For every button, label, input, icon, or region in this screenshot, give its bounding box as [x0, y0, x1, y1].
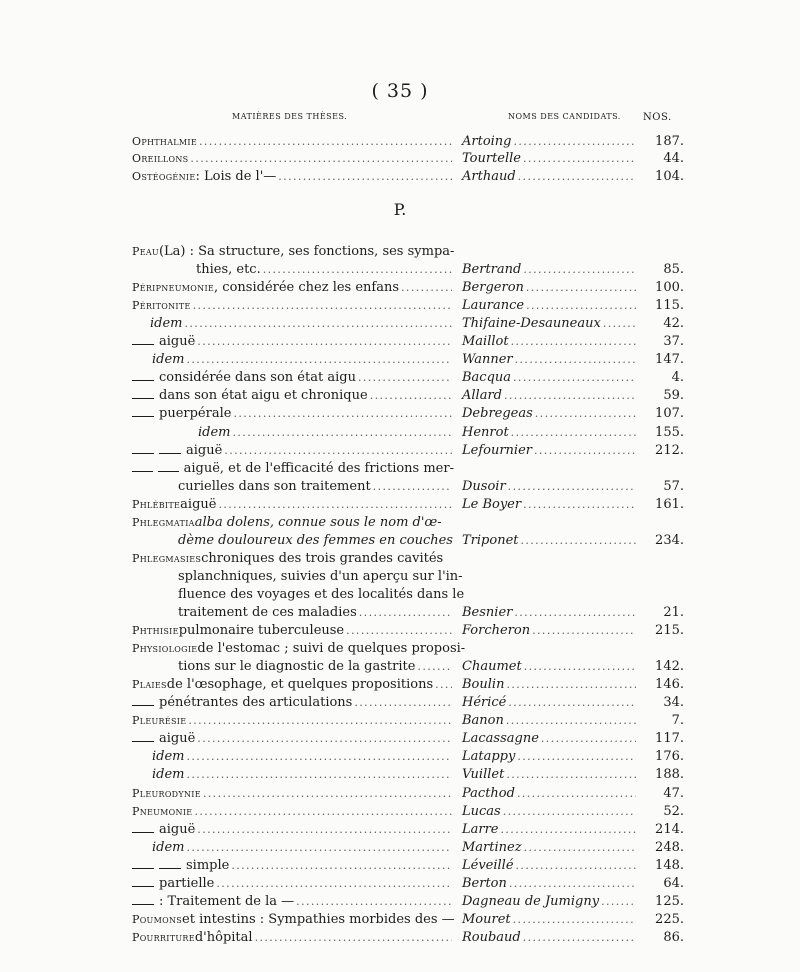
leader-dots: [526, 297, 636, 314]
entry-text: aiguë: [180, 497, 217, 512]
entry-keyword: Plaies: [132, 678, 167, 691]
leader-dots: [216, 875, 452, 892]
entry-text: idem: [152, 840, 185, 855]
leader-dots: [601, 893, 636, 910]
candidate-label: Berton: [462, 876, 507, 891]
entry-subject: [132, 712, 454, 729]
leader-dots: [523, 261, 636, 278]
entry-text: chroniques des trois grandes cavités: [201, 551, 444, 566]
entry-subject: [132, 279, 454, 296]
candidate-label: Bacqua: [462, 370, 512, 385]
ditto-dash: [132, 471, 153, 472]
leader-dots: [199, 133, 452, 150]
entry-keyword: Oreillons: [132, 152, 189, 165]
entry-subject: [132, 730, 454, 747]
leader-dots: [516, 857, 636, 874]
entry-text: de l'estomac ; suivi de quelques proposi-: [197, 641, 466, 656]
entry-subject: [178, 658, 454, 675]
thesis-number: 176.: [655, 749, 684, 764]
entry-text: de l'œsophage, et quelques propositions: [166, 677, 434, 692]
ditto-dash: [132, 832, 154, 833]
leader-dots: [187, 839, 453, 856]
candidate-label: Henrot: [462, 425, 509, 440]
entry-subject: [132, 785, 454, 802]
leader-dots: [541, 730, 636, 747]
entry-keyword: Pleurésie: [132, 714, 187, 727]
leader-dots: [370, 387, 452, 404]
thesis-number: 188.: [655, 767, 684, 782]
entry-subject: [132, 297, 454, 314]
leader-dots: [417, 658, 452, 675]
thesis-number: 155.: [655, 425, 684, 440]
leader-dots: [506, 766, 636, 783]
candidate-label: Chaumet: [462, 659, 522, 674]
candidate-name: [462, 279, 638, 296]
ditto-dash: [132, 453, 154, 454]
ditto-dash: [132, 904, 154, 905]
entry-keyword: Ophthalmie: [132, 135, 197, 148]
candidate-label: Lefournier: [462, 443, 532, 458]
candidate-name: [462, 875, 638, 892]
leader-dots: [296, 893, 452, 910]
leader-dots: [524, 658, 636, 675]
ditto-dash: [159, 868, 181, 869]
leader-dots: [358, 369, 452, 386]
entry-keyword: Phthisie: [132, 624, 179, 637]
candidate-label: Mouret: [462, 912, 511, 927]
entry-subject: [132, 387, 454, 404]
leader-dots: [511, 424, 636, 441]
entry-keyword: Phlegmatia: [132, 516, 195, 529]
entry-subject: [132, 911, 454, 928]
thesis-number: 248.: [655, 840, 684, 855]
section-letter: P.: [393, 200, 407, 219]
entry-subject: [152, 748, 454, 765]
entry-text: dans son état aigu et chronique: [159, 388, 368, 403]
entry-text: et intestins : Sympathies morbides des —: [182, 912, 455, 927]
ditto-dash: [132, 398, 154, 399]
thesis-number: 47.: [663, 786, 684, 801]
candidate-label: Larre: [462, 822, 499, 837]
thesis-number: 37.: [663, 334, 684, 349]
entry-subject: [132, 405, 454, 422]
candidate-name: [462, 748, 638, 765]
candidate-name: [462, 694, 638, 711]
leader-dots: [187, 748, 453, 765]
thesis-number: 86.: [663, 930, 684, 945]
ditto-dash: [132, 705, 154, 706]
candidate-label: Tourtelle: [462, 151, 522, 166]
entry-text: : Traitement de la —: [159, 894, 295, 909]
entry-keyword: Pourriture: [132, 931, 195, 944]
leader-dots: [188, 712, 452, 729]
leader-dots: [197, 821, 452, 838]
entry-subject: [178, 568, 463, 585]
entry-text: pulmonaire tuberculeuse: [178, 623, 345, 638]
candidate-label: Thifaine-Desauneaux: [462, 316, 601, 331]
candidate-name: [462, 150, 638, 167]
leader-dots: [514, 133, 636, 150]
thesis-number: 214.: [655, 822, 684, 837]
leader-dots: [518, 168, 636, 185]
candidate-label: Lacassagne: [462, 731, 539, 746]
candidate-name: [462, 405, 638, 422]
candidate-name: [462, 496, 638, 513]
candidate-label: Besnier: [462, 605, 513, 620]
candidate-name: [462, 911, 638, 928]
entry-subject: [198, 424, 454, 441]
leader-dots: [187, 351, 453, 368]
thesis-number: 64.: [663, 876, 684, 891]
thesis-number: 212.: [655, 443, 684, 458]
candidate-label: Wanner: [462, 352, 513, 367]
entry-subject: [178, 586, 465, 603]
entry-text: idem: [150, 316, 183, 331]
thesis-number: 115.: [655, 298, 684, 313]
thesis-number: 125.: [655, 894, 684, 909]
ditto-dash: [132, 380, 154, 381]
candidate-label: Héricé: [462, 695, 507, 710]
candidate-label: Arthaud: [462, 169, 516, 184]
entry-text: aiguë: [159, 334, 196, 349]
entry-subject: [132, 622, 454, 639]
entry-subject: [132, 857, 454, 874]
ditto-dash: [132, 741, 154, 742]
candidate-name: [462, 857, 638, 874]
leader-dots: [359, 604, 452, 621]
entry-keyword: Péripneumonie: [132, 281, 215, 294]
thesis-number: 52.: [663, 804, 684, 819]
entry-text: thies, etc.: [196, 262, 261, 277]
entry-subject: [132, 168, 454, 185]
leader-dots: [504, 387, 636, 404]
entry-text: idem: [152, 767, 185, 782]
leader-dots: [401, 279, 452, 296]
leader-dots: [218, 496, 452, 513]
ditto-dash: [158, 471, 179, 472]
entry-text: puerpérale: [159, 406, 232, 421]
entry-subject: [132, 640, 466, 657]
entry-keyword: Ostéogénie: [132, 170, 196, 183]
candidate-label: Boulin: [462, 677, 505, 692]
leader-dots: [509, 875, 636, 892]
thesis-number: 4.: [671, 370, 684, 385]
entry-subject: [132, 803, 454, 820]
candidate-label: Pacthod: [462, 786, 515, 801]
ditto-dash: [132, 868, 154, 869]
candidate-name: [462, 133, 638, 150]
candidate-name: [462, 604, 638, 621]
leader-dots: [523, 929, 636, 946]
entry-text: splanchniques, suivies d'un aperçu sur l'in-: [178, 569, 463, 584]
entry-text: fluence des voyages et des localités dans le: [178, 587, 465, 602]
candidate-name: [462, 532, 638, 549]
candidate-label: Artoing: [462, 134, 512, 149]
entry-subject: [132, 875, 454, 892]
thesis-number: 42.: [663, 316, 684, 331]
leader-dots: [520, 532, 636, 549]
candidate-name: [462, 442, 638, 459]
entry-text: aiguë: [159, 822, 196, 837]
entry-text: : Lois de l'—: [195, 169, 277, 184]
leader-dots: [514, 604, 636, 621]
entry-subject: [132, 496, 454, 513]
candidate-name: [462, 766, 638, 783]
entry-text: dème douloureux des femmes en couches: [178, 533, 453, 548]
thesis-number: 161.: [655, 497, 684, 512]
thesis-number: 104.: [655, 169, 684, 184]
thesis-number: 147.: [655, 352, 684, 367]
candidate-label: Roubaud: [462, 930, 521, 945]
leader-dots: [354, 694, 452, 711]
candidate-name: [462, 839, 638, 856]
page-number: ( 35 ): [371, 80, 429, 102]
leader-dots: [278, 168, 452, 185]
candidate-name: [462, 387, 638, 404]
entry-text: idem: [152, 749, 185, 764]
leader-dots: [603, 315, 636, 332]
header-candidates: NOMS DES CANDIDATS.: [508, 112, 621, 121]
entry-subject: [132, 893, 454, 910]
ditto-dash: [159, 453, 181, 454]
entry-subject: [132, 333, 454, 350]
leader-dots: [506, 712, 636, 729]
candidate-name: [462, 622, 638, 639]
entry-keyword: Physiologie: [132, 642, 198, 655]
thesis-number: 187.: [655, 134, 684, 149]
leader-dots: [203, 785, 452, 802]
candidate-name: [462, 369, 638, 386]
entry-text: tions sur le diagnostic de la gastrite: [178, 659, 416, 674]
leader-dots: [513, 911, 636, 928]
entry-subject: [150, 315, 454, 332]
entry-subject: [152, 839, 454, 856]
thesis-number: 142.: [655, 659, 684, 674]
entry-subject: [132, 514, 454, 531]
candidate-name: [462, 803, 638, 820]
leader-dots: [194, 803, 452, 820]
candidate-label: Bergeron: [462, 280, 524, 295]
entry-subject: [132, 929, 454, 946]
thesis-number: 100.: [655, 280, 684, 295]
candidate-label: Dagneau de Jumigny: [462, 894, 600, 909]
entry-subject: [132, 821, 454, 838]
entry-keyword: Péritonite: [132, 299, 191, 312]
entry-subject: [178, 604, 454, 621]
thesis-number: 34.: [663, 695, 684, 710]
entry-text: aiguë: [186, 443, 223, 458]
entry-text: alba dolens, connue sous le nom d'œ-: [194, 515, 442, 530]
candidate-name: [462, 351, 638, 368]
ditto-dash: [132, 416, 154, 417]
leader-dots: [523, 150, 636, 167]
candidate-name: [462, 424, 638, 441]
leader-dots: [526, 279, 636, 296]
candidate-name: [462, 730, 638, 747]
leader-dots: [517, 748, 636, 765]
entry-text: (La) : Sa structure, ses fonctions, ses sympa-: [158, 244, 455, 259]
entry-text: idem: [152, 352, 185, 367]
thesis-number: 146.: [655, 677, 684, 692]
leader-dots: [224, 442, 452, 459]
ditto-dash: [132, 886, 154, 887]
thesis-number: 234.: [655, 533, 684, 548]
leader-dots: [513, 369, 636, 386]
leader-dots: [233, 424, 453, 441]
candidate-label: Lucas: [462, 804, 501, 819]
leader-dots: [231, 857, 452, 874]
leader-dots: [506, 676, 636, 693]
candidate-label: Latappy: [462, 749, 516, 764]
candidate-name: [462, 676, 638, 693]
thesis-number: 117.: [655, 731, 684, 746]
thesis-number: 107.: [655, 406, 684, 421]
candidate-label: Le Boyer: [462, 497, 522, 512]
entry-keyword: Pneumonie: [132, 805, 193, 818]
leader-dots: [185, 315, 453, 332]
leader-dots: [193, 297, 452, 314]
thesis-number: 7.: [671, 713, 684, 728]
thesis-number: 57.: [663, 479, 684, 494]
candidate-label: Martinez: [462, 840, 522, 855]
candidate-label: Banon: [462, 713, 504, 728]
entry-subject: [132, 442, 454, 459]
leader-dots: [503, 803, 636, 820]
leader-dots: [524, 839, 636, 856]
entry-keyword: Phlegmasies: [132, 552, 202, 565]
leader-dots: [534, 442, 636, 459]
entry-text: partielle: [159, 876, 215, 891]
candidate-label: Bertrand: [462, 262, 522, 277]
candidate-label: Léveillé: [462, 858, 514, 873]
entry-text: , considérée chez les enfans: [214, 280, 400, 295]
candidate-label: Triponet: [462, 533, 519, 548]
leader-dots: [190, 150, 452, 167]
entry-keyword: Pleurodynie: [132, 787, 201, 800]
thesis-number: 21.: [663, 605, 684, 620]
entry-keyword: Phlébite: [132, 498, 181, 511]
candidate-name: [462, 168, 638, 185]
candidate-name: [462, 712, 638, 729]
leader-dots: [523, 496, 636, 513]
leader-dots: [187, 766, 453, 783]
entry-subject: [132, 133, 454, 150]
entry-subject: [132, 460, 454, 477]
entry-subject: [132, 550, 454, 567]
leader-dots: [532, 622, 636, 639]
entry-text: aiguë: [159, 731, 196, 746]
candidate-name: [462, 261, 638, 278]
entry-text: traitement de ces maladies: [178, 605, 357, 620]
header-numbers: NOS.: [643, 112, 672, 123]
candidate-name: [462, 658, 638, 675]
entry-subject: [132, 150, 454, 167]
entry-text: aiguë, et de l'efficacité des frictions mer-: [183, 461, 454, 476]
entry-subject: [196, 261, 454, 278]
candidate-name: [462, 929, 638, 946]
entry-text: considérée dans son état aigu: [159, 370, 356, 385]
entry-subject: [152, 351, 454, 368]
leader-dots: [435, 676, 452, 693]
entry-subject: [178, 532, 454, 549]
leader-dots: [255, 929, 452, 946]
leader-dots: [517, 785, 636, 802]
candidate-label: Dusoir: [462, 479, 506, 494]
entry-keyword: Poumons: [132, 913, 183, 926]
leader-dots: [197, 730, 452, 747]
candidate-name: [462, 297, 638, 314]
entry-text: idem: [198, 425, 231, 440]
candidate-name: [462, 333, 638, 350]
entry-subject: [132, 369, 454, 386]
leader-dots: [535, 405, 636, 422]
leader-dots: [508, 478, 636, 495]
candidate-label: Laurance: [462, 298, 525, 313]
entry-subject: [132, 676, 454, 693]
thesis-number: 148.: [655, 858, 684, 873]
leader-dots: [263, 261, 452, 278]
thesis-number: 44.: [663, 151, 684, 166]
ditto-dash: [132, 344, 154, 345]
leader-dots: [346, 622, 452, 639]
leader-dots: [233, 405, 452, 422]
candidate-label: Forcheron: [462, 623, 531, 638]
entry-subject: [178, 478, 454, 495]
thesis-number: 215.: [655, 623, 684, 638]
candidate-name: [462, 478, 638, 495]
thesis-number: 225.: [655, 912, 684, 927]
entry-keyword: Peau: [132, 245, 159, 258]
leader-dots: [197, 333, 452, 350]
entry-text: simple: [186, 858, 230, 873]
candidate-name: [462, 315, 638, 332]
candidate-label: Maillot: [462, 334, 509, 349]
entry-text: d'hôpital: [194, 930, 253, 945]
candidate-name: [462, 785, 638, 802]
entry-text: curielles dans son traitement: [178, 479, 371, 494]
candidate-label: Debregeas: [462, 406, 533, 421]
entry-subject: [132, 243, 454, 260]
entry-subject: [132, 694, 454, 711]
candidate-label: Vuillet: [462, 767, 505, 782]
leader-dots: [511, 333, 636, 350]
leader-dots: [515, 351, 636, 368]
leader-dots: [373, 478, 452, 495]
leader-dots: [508, 694, 636, 711]
entry-text: pénétrantes des articulations: [159, 695, 353, 710]
thesis-number: 59.: [663, 388, 684, 403]
candidate-label: Allard: [462, 388, 502, 403]
entry-subject: [152, 766, 454, 783]
candidate-name: [462, 821, 638, 838]
candidate-name: [462, 893, 638, 910]
header-subjects: MATIÈRES DES THÈSES.: [232, 112, 348, 121]
thesis-number: 85.: [663, 262, 684, 277]
leader-dots: [501, 821, 636, 838]
